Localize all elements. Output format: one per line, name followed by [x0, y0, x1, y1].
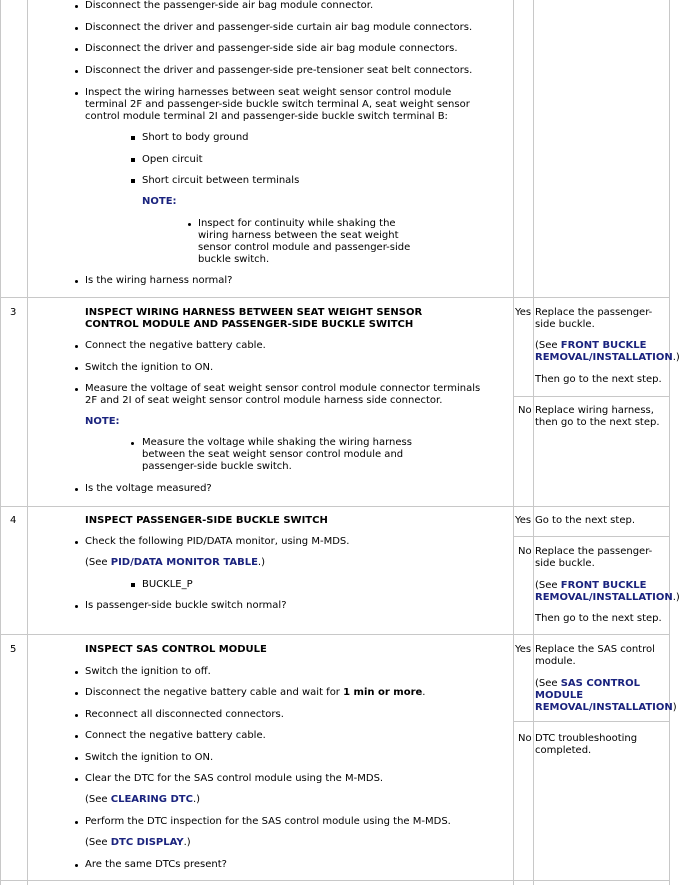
step-title: INSPECT PASSENGER-SIDE BUCKLE SWITCH: [85, 515, 328, 526]
result-text: side buckle.: [535, 319, 595, 330]
list-item: Reconnect all disconnected connectors.: [85, 709, 284, 720]
pid-data-monitor-table-link[interactable]: PID/DATA MONITOR TABLE: [110, 557, 258, 568]
result-text: Replace the passenger-: [535, 546, 653, 557]
question: Is the wiring harness normal?: [85, 275, 233, 286]
module-link[interactable]: MODULE: [535, 690, 584, 701]
front-buckle-link[interactable]: FRONT BUCKLE: [560, 340, 647, 351]
bullet-icon: [75, 5, 78, 8]
list-item: Disconnect the driver and passenger-side curtain air bag module connectors.: [85, 22, 473, 33]
step-number: 5: [10, 644, 17, 655]
step-title: INSPECT WIRING HARNESS BETWEEN SEAT WEIGHT SENSOR: [85, 307, 423, 318]
result-text: DTC troubleshooting: [535, 733, 638, 744]
step3-yes-no-divider: [514, 396, 669, 397]
bullet-icon: [131, 442, 134, 445]
sub-item: Open circuit: [142, 154, 203, 165]
list-item: Check the following PID/DATA monitor, using M-MDS.: [85, 536, 350, 547]
table-divider-result: [533, 0, 534, 885]
see-prefix: (See: [85, 794, 111, 805]
bullet-icon: [75, 605, 78, 608]
note-line: Inspect for continuity while shaking the: [198, 218, 396, 229]
question: Are the same DTCs present?: [85, 859, 227, 870]
list-item: Connect the negative battery cable.: [85, 340, 266, 351]
result-text: Then go to the next step.: [535, 613, 662, 624]
see-prefix: (See: [535, 580, 561, 591]
wait-duration: 1 min or more: [343, 687, 423, 698]
see-reference: [535, 580, 670, 592]
bullet-icon: [75, 92, 78, 95]
step5-yes-no-divider: [514, 721, 669, 722]
sub-item: Short to body ground: [142, 132, 249, 143]
removal-installation-link[interactable]: REMOVAL/INSTALLATION: [535, 702, 673, 713]
result-text: completed.: [535, 745, 592, 756]
no-label: No: [518, 546, 532, 557]
table-divider-action: [513, 0, 514, 885]
removal-installation-link[interactable]: REMOVAL/INSTALLATION: [535, 352, 673, 363]
see-reference-cont: [535, 702, 677, 714]
list-item: Disconnect the driver and passenger-side pre-tensioner seat belt connectors.: [85, 65, 473, 76]
list-item: Switch the ignition to off.: [85, 666, 211, 677]
bullet-icon: [75, 757, 78, 760]
see-suffix: .): [257, 557, 266, 568]
square-bullet-icon: [131, 136, 135, 140]
square-bullet-icon: [131, 158, 135, 162]
bullet-icon: [75, 388, 78, 391]
pid-item: BUCKLE_P: [142, 579, 193, 590]
no-label: No: [518, 733, 532, 744]
list-item: Clear the DTC for the SAS control module using the M-MDS.: [85, 773, 384, 784]
bullet-icon: [75, 541, 78, 544]
result-text: module.: [535, 656, 576, 667]
measure-line: Measure the voltage of seat weight sensor control module connector terminals: [85, 383, 481, 394]
result-text: Go to the next step.: [535, 515, 635, 526]
row-divider-4: [0, 506, 670, 507]
table-divider-step: [27, 0, 28, 885]
step-number: 3: [10, 307, 17, 318]
note-line: buckle switch.: [198, 254, 270, 265]
sas-control-link[interactable]: SAS CONTROL: [560, 678, 640, 689]
no-label: No: [518, 405, 532, 416]
bullet-icon: [75, 671, 78, 674]
removal-installation-link[interactable]: REMOVAL/INSTALLATION: [535, 592, 673, 603]
bullet-icon: [75, 48, 78, 51]
step4-yes-no-divider: [514, 536, 669, 537]
see-prefix: (See: [85, 837, 111, 848]
bullet-icon: [75, 864, 78, 867]
note-line: passenger-side buckle switch.: [142, 461, 292, 472]
note-line: sensor control module and passenger-side: [198, 242, 411, 253]
inspect-line: terminal 2F and passenger-side buckle switch terminal A, seat weight sensor: [85, 99, 470, 110]
list-item: Perform the DTC inspection for the SAS control module using the M-MDS.: [85, 816, 451, 827]
see-suffix: .): [192, 794, 201, 805]
square-bullet-icon: [131, 179, 135, 183]
note-line: between the seat weight sensor control module and: [142, 449, 404, 460]
wait-end: .: [422, 687, 426, 698]
result-text: Replace the passenger-: [535, 307, 653, 318]
note-label: NOTE:: [85, 416, 120, 427]
see-reference-cont: [535, 352, 680, 364]
see-prefix: (See: [535, 340, 561, 351]
see-suffix: ): [672, 702, 677, 713]
list-item: Disconnect the passenger-side air bag module connector.: [85, 0, 374, 11]
dtc-display-link[interactable]: DTC DISPLAY: [110, 837, 184, 848]
result-text: then go to the next step.: [535, 417, 660, 428]
bullet-icon: [75, 27, 78, 30]
bullet-icon: [75, 778, 78, 781]
bullet-icon: [75, 821, 78, 824]
question: Is passenger-side buckle switch normal?: [85, 600, 287, 611]
square-bullet-icon: [131, 583, 135, 587]
bullet-icon: [75, 692, 78, 695]
yes-label: Yes: [515, 515, 532, 526]
bullet-icon: [75, 367, 78, 370]
list-item: Switch the ignition to ON.: [85, 752, 214, 763]
bullet-icon: [75, 280, 78, 283]
see-prefix: (See: [535, 678, 561, 689]
result-text: Replace the SAS control: [535, 644, 655, 655]
front-buckle-link[interactable]: FRONT BUCKLE: [560, 580, 647, 591]
see-reference-cont: [535, 592, 680, 604]
see-prefix: (See: [85, 557, 111, 568]
see-suffix: .): [183, 837, 191, 848]
note-label: NOTE:: [142, 196, 177, 207]
list-item: [85, 687, 425, 699]
bullet-icon: [75, 488, 78, 491]
row-divider-5: [0, 634, 670, 635]
see-reference: [535, 340, 670, 352]
see-reference: [85, 837, 191, 849]
see-suffix: .): [672, 592, 680, 603]
row-divider-end: [0, 880, 670, 881]
result-text: Then go to the next step.: [535, 374, 662, 385]
step-title: CONTROL MODULE AND PASSENGER-SIDE BUCKLE SWITCH: [85, 319, 414, 330]
result-text: Replace wiring harness,: [535, 405, 654, 416]
bullet-icon: [75, 345, 78, 348]
result-text: side buckle.: [535, 558, 595, 569]
wait-text: Disconnect the negative battery cable and wait for: [85, 687, 344, 698]
clearing-dtc-link[interactable]: CLEARING DTC: [110, 794, 193, 805]
see-suffix: .): [672, 352, 680, 363]
note-line: Measure the voltage while shaking the wiring harness: [142, 437, 412, 448]
sub-item: Short circuit between terminals: [142, 175, 300, 186]
yes-label: Yes: [515, 644, 532, 655]
inspect-line: control module terminal 2I and passenger-side buckle switch terminal B:: [85, 111, 448, 122]
list-item: Disconnect the driver and passenger-side side air bag module connectors.: [85, 43, 458, 54]
yes-label: Yes: [515, 307, 532, 318]
step-title: INSPECT SAS CONTROL MODULE: [85, 644, 267, 655]
bullet-icon: [75, 735, 78, 738]
see-reference: [85, 794, 200, 806]
bullet-icon: [75, 70, 78, 73]
step-number: 4: [10, 515, 17, 526]
question: Is the voltage measured?: [85, 483, 212, 494]
row-divider-3: [0, 297, 670, 298]
table-border-left: [0, 0, 1, 885]
see-reference-cont: [535, 690, 670, 702]
see-reference: [535, 678, 670, 690]
list-item: Switch the ignition to ON.: [85, 362, 214, 373]
inspect-line: Inspect the wiring harnesses between seat weight sensor control module: [85, 87, 452, 98]
bullet-icon: [188, 223, 191, 226]
see-reference: [85, 557, 265, 569]
list-item: Connect the negative battery cable.: [85, 730, 266, 741]
measure-line: 2F and 2I of seat weight sensor control module harness side connector.: [85, 395, 443, 406]
note-line: wiring harness between the seat weight: [198, 230, 399, 241]
bullet-icon: [75, 714, 78, 717]
